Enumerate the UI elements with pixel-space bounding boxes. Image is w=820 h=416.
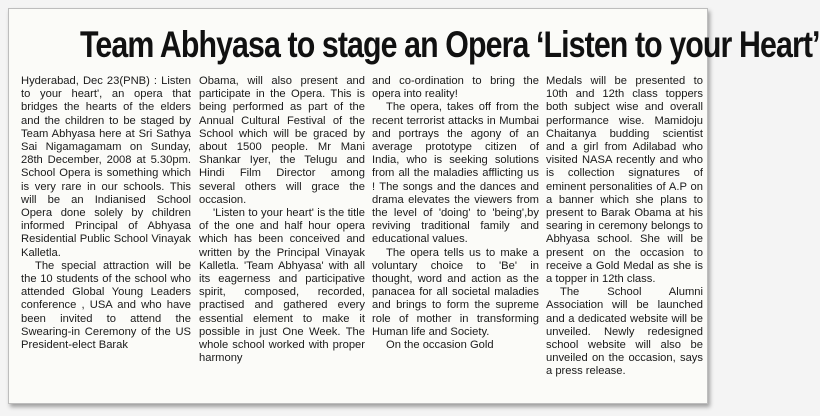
article-column-2 xyxy=(199,75,365,365)
paragraph: Obama, will also present and participate in the Opera. This is being performed as part of the Annual Cultural Festival of the School which will be graced by about 1500 people. Mr Mani Shankar Iyer, the Telugu and Hindi Film Director among several others will grace the occasion. xyxy=(199,75,365,206)
article-headline: Team Abhyasa to stage an Opera ‘Listen to your Heart’ xyxy=(80,24,820,65)
paragraph: The opera tells us to make a voluntary choice to 'Be' in thought, word and action as the panacea for all societal maladies and brings to form the supreme role of mother in transforming Human life and Society. xyxy=(372,246,539,338)
paragraph: Medals will be presented to 10th and 12th class toppers both subject wise and overall performance wise. Mamidoju Chaitanya budding scientist and a girl from Adilabad who visited NASA recently and who is collection signatures of eminent personalities of A.P on a banner which she plans to present to Barak Obama at his searing in ceremony belongs to Abhyasa school. She will be present on the occasion to receive a Gold Medal as she is a topper in 12th class. xyxy=(546,75,703,286)
article-column-3 xyxy=(372,75,539,352)
paragraph: On the occasion Gold xyxy=(386,339,494,352)
paragraph: and co-ordination to bring the opera into reality! xyxy=(372,75,539,101)
paragraph: Hyderabad, Dec 23(PNB) : Listen to your heart', an opera that bridges the hearts of the elders and the children to be staged by Team Abhyasa here at Sri Sathya Sai Nigamagamam on Sunday, 28th December, 2008 at 5.30pm. School Opera is something which is very rare in our schools. This will be an Indianised School Opera done solely by children informed Principal of Abhyasa Residential Public School Vinayak Kalletla. xyxy=(21,75,191,259)
paragraph: The special attraction will be the 10 students of the school who attended Global Young Leaders conference , USA and who have been invited to attend the Swearing-in Ceremony of the US President-elect Barak xyxy=(21,259,191,352)
article-column-4 xyxy=(546,75,703,379)
paragraph: The opera, takes off from the recent terrorist attacks in Mumbai and portrays the agony of an average prototype citizen of India, who is seeking solutions from all the maladies afflicting us ! The songs and the dances and drama elevates the viewers from the level of 'doing' to 'being',by reviving traditional family and educational values. xyxy=(372,101,539,246)
newspaper-clipping xyxy=(8,8,820,404)
paragraph: 'Listen to your heart' is the title of the one and half hour opera which has been conceived and written by the Principal Vinayak Kalletla. 'Team Abhyasa' with all its eagerness and participative spirit, composed, recorded, practised and gathered every essential element to make it possible in just One Week. The whole school worked with proper harmony xyxy=(199,207,365,365)
article-column-1 xyxy=(21,75,191,352)
paragraph: The School Alumni Association will be launched and a dedicated website will be unveiled. Newly redesigned school website will also be unveiled on the occasion, says a press release. xyxy=(546,286,703,378)
